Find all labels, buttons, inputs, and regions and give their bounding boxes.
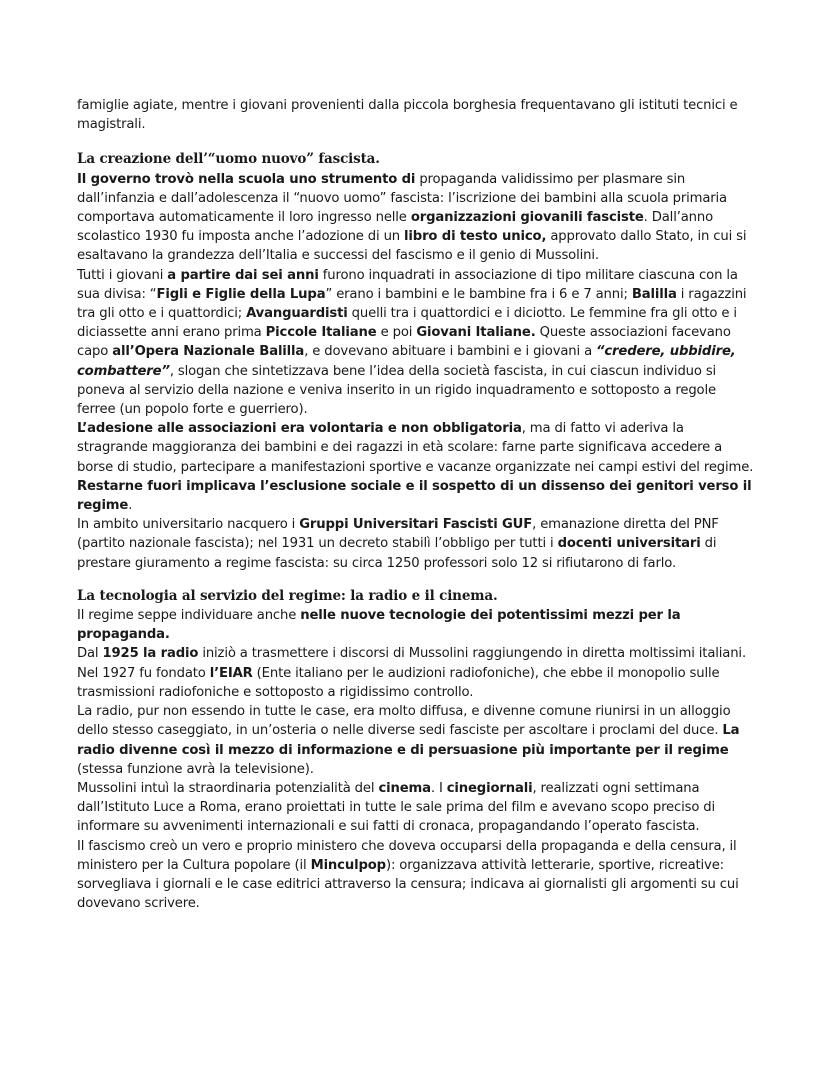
text-run: approvato dallo Stato, in cui si esaltavano la grandezza dell’Italia e successi del fascismo e il genio di Mussolini. <box>77 229 747 264</box>
text-run: famiglie agiate, mentre i giovani provenienti dalla piccola borghesia frequentavano gli istituti tecnici e magistrali. <box>77 98 738 133</box>
bold-text-run: a partire dai sei anni <box>167 267 319 283</box>
paragraph <box>77 644 757 702</box>
bold-text-run: “credere, ubbidire, combattere” <box>77 344 736 379</box>
bold-text-run: Figli e Figlie della Lupa <box>156 286 326 302</box>
bold-text-run: cinegiornali <box>446 780 533 796</box>
text-run: . Dall’anno scolastico 1930 fu imposta anche l’adozione di un <box>77 210 714 245</box>
text-run: Dal <box>77 646 103 662</box>
bold-text-run: cinema <box>378 780 431 796</box>
text-run: (Ente italiano per le audizioni radiofoniche), che ebbe il monopolio sulle trasmissioni radiofoniche e sottoposto a rigidissimo controllo. <box>77 665 720 700</box>
text-run: di prestare giuramento a regime fascista: su circa 1250 professori solo 12 si rifiutarono di farlo. <box>77 536 717 571</box>
text-run: Il regime seppe individuare anche <box>77 608 301 624</box>
paragraph <box>77 702 757 779</box>
bold-text-run: Piccole Italiane <box>265 325 377 341</box>
text-run: (stessa funzione avrà la televisione). <box>77 761 314 777</box>
section-gap <box>77 134 757 150</box>
text-run: . I <box>430 780 447 796</box>
bold-text-run: Il governo trovò nella scuola uno strumento di <box>77 171 416 187</box>
text-run: Queste associazioni facevano capo <box>77 325 731 360</box>
paragraph <box>77 779 757 837</box>
paragraph <box>77 419 757 515</box>
text-run: , realizzati ogni settimana dall’Istituto Luce a Roma, erano proiettati in tutte le sale prima del film e avevano scopo preciso di informare su avvenimenti internazionali e sui fatti di cronaca, propagandando l’operato fascista. <box>77 780 716 835</box>
paragraph <box>77 96 757 134</box>
text-run: . <box>128 498 133 514</box>
section-heading: La creazione dell’“uomo nuovo” fascista. <box>77 151 380 168</box>
paragraph <box>77 266 757 420</box>
paragraph <box>77 606 757 644</box>
bold-text-run: La radio divenne così il mezzo di informazione e di persuasione più importante per il regime <box>77 723 740 758</box>
bold-text-run: l’EIAR <box>209 665 253 681</box>
section-heading: La tecnologia al servizio del regime: la radio e il cinema. <box>77 587 498 604</box>
bold-text-run: organizzazioni giovanili fasciste <box>410 210 644 226</box>
text-run: e poi <box>376 325 417 341</box>
bold-text-run: libro di testo unico, <box>404 229 547 245</box>
bold-text-run: all’Opera Nazionale Balilla <box>112 344 305 360</box>
text-run: , ma di fatto vi aderiva la stragrande maggioranza dei bambini e dei ragazzi in età scolare: farne parte significava accedere a borse di studio, partecipare a manifestazioni sportive e vacanze organizzate nei campi estivi del regime. <box>77 421 754 475</box>
bold-text-run: Minculpop <box>310 857 386 873</box>
bold-text-run: Giovani Italiane. <box>416 325 536 341</box>
bold-text-run: docenti universitari <box>557 536 701 552</box>
paragraph <box>77 515 757 573</box>
text-run: i ragazzini tra gli otto e i quattordici; <box>77 286 747 322</box>
paragraph <box>77 170 757 266</box>
text-run: , emanazione diretta del PNF (partito nazionale fascista); nel 1931 un decreto stabilì l’obbligo per tutti i <box>77 517 719 552</box>
text-run: ” erano i bambini e le bambine fra i 6 e 7 anni; <box>325 286 632 302</box>
text-run: propaganda validissimo per plasmare sin dall’infanzia e dall’adolescenza il “nuovo uomo” fascista: l’iscrizione dei bambini alla scuola primaria comportava automaticamente il loro ingresso nelle <box>77 171 727 226</box>
text-run: , e dovevano abituare i bambini e i giovani a <box>304 344 597 360</box>
bold-text-run: Restarne fuori implicava l’esclusione sociale e il sospetto di un dissenso dei genitori verso il regime <box>77 478 752 514</box>
text-run: ): organizzava attività letterarie, sportive, ricreative: sorvegliava i giornali e le case editrici attraverso la censura; indicava ai giornalisti gli argomenti su cui dovevano scrivere. <box>77 857 739 912</box>
bold-text-run: L’adesione alle associazioni era volontaria e non obbligatoria <box>77 421 522 437</box>
text-run: , slogan che sintetizzava bene l’idea della società fascista, in cui ciascun individuo si poneva al servizio della nazione e veniva inserito in un rigido inquadramento e sottoposto a regole ferree (un popolo forte e guerriero). <box>77 363 717 418</box>
text-run: quelli tra i quattordici e i diciotto. Le femmine fra gli otto e i diciassette anni erano prima <box>77 306 737 341</box>
text-run: Mussolini intuì la straordinaria potenzialità del <box>77 780 379 796</box>
paragraph <box>77 837 757 914</box>
bold-text-run: Gruppi Universitari Fascisti GUF <box>299 517 533 533</box>
text-run: furono inquadrati in associazione di tipo militare ciascuna con la sua divisa: “ <box>77 267 738 302</box>
section-gap <box>77 573 757 587</box>
text-run: iniziò a trasmettere i discorsi di Mussolini raggiungendo in diretta moltissimi italiani. Nel 1927 fu fondato <box>77 646 746 681</box>
document-page <box>77 96 757 913</box>
bold-text-run: Balilla <box>631 286 677 302</box>
bold-text-run: Avanguardisti <box>246 306 348 322</box>
bold-text-run: 1925 la radio <box>102 646 199 662</box>
text-run: Tutti i giovani <box>77 267 168 283</box>
bold-text-run: nelle nuove tecnologie dei potentissimi mezzi per la propaganda. <box>77 608 681 643</box>
text-run: La radio, pur non essendo in tutte le case, era molto diffusa, e divenne comune riunirsi in un alloggio dello stesso caseggiato, in un’osteria o nelle diverse sedi fasciste per ascoltare i proclami del duce. <box>77 704 731 739</box>
text-run: Il fascismo creò un vero e proprio ministero che doveva occuparsi della propaganda e della censura, il ministero per la Cultura popolare (il <box>77 838 737 873</box>
text-run: In ambito universitario nacquero i <box>77 517 300 533</box>
